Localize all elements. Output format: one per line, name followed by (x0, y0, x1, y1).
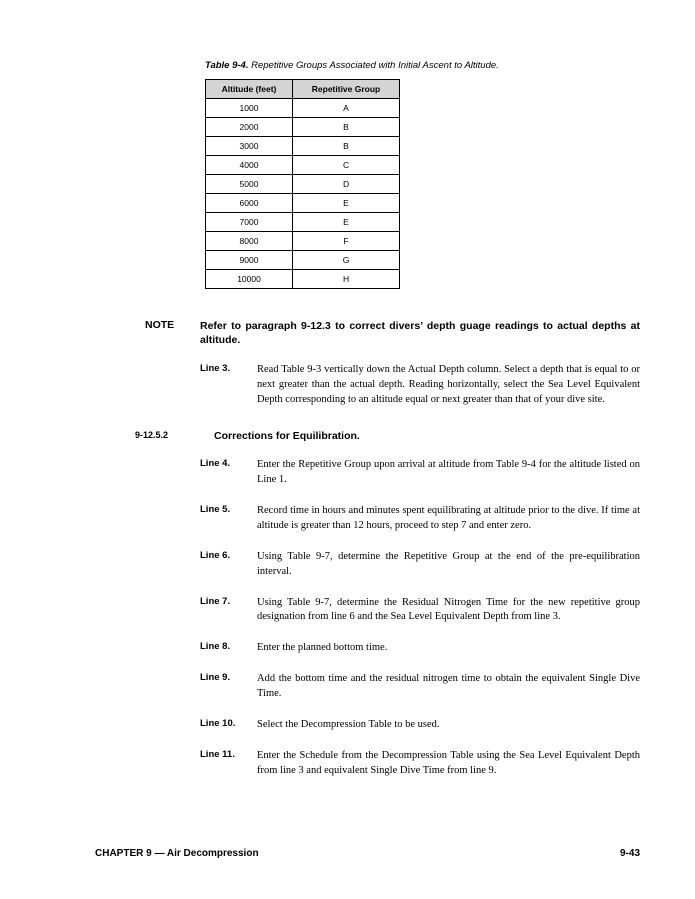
cell-group: B (293, 137, 400, 156)
note-label: NOTE (145, 319, 175, 331)
line-label: Line 11. (200, 748, 235, 760)
page-footer (95, 848, 640, 859)
table-row (206, 137, 400, 156)
line-text: Using Table 9-7, determine the Repetitive Group at the end of the pre-equilibration interval. (257, 550, 640, 577)
cell-altitude: 6000 (206, 194, 293, 213)
line-item-5 (95, 504, 640, 534)
cell-group: C (293, 156, 400, 175)
line-label: Line 10. (200, 718, 236, 730)
cell-altitude: 8000 (206, 232, 293, 251)
table-row (206, 156, 400, 175)
table-row (206, 213, 400, 232)
line-item-11 (95, 749, 640, 779)
line-item-8 (95, 641, 640, 656)
cell-altitude: 5000 (206, 175, 293, 194)
line-text: Enter the Repetitive Group upon arrival at altitude from Table 9-4 for the altitude listed on Line 1. (257, 459, 640, 485)
line-text: Using Table 9-7, determine the Residual Nitrogen Time for the new repetitive group designation from line 6 and the Sea Level Equivalent Depth from line 3. (257, 596, 640, 623)
line-text: Add the bottom time and the residual nitrogen time to obtain the equivalent Single Dive Time. (257, 673, 640, 700)
altitude-repetitive-group-table (205, 79, 400, 289)
line-item-7 (95, 596, 640, 626)
cell-altitude: 10000 (206, 270, 293, 289)
table-row (206, 251, 400, 270)
column-header-repetitive-group: Repetitive Group (293, 80, 400, 99)
cell-group: D (293, 175, 400, 194)
cell-altitude: 9000 (206, 251, 293, 270)
section-number: 9-12.5.2 (135, 430, 169, 441)
cell-group: A (293, 99, 400, 118)
table-row (206, 99, 400, 118)
table-caption-text: Repetitive Groups Associated with Initial Ascent to Altitude. (251, 60, 499, 71)
line-item-9 (95, 672, 640, 702)
table-row (206, 194, 400, 213)
table-row (206, 175, 400, 194)
page-content (95, 60, 640, 779)
footer-chapter: CHAPTER 9 — Air Decompression (95, 848, 259, 859)
line-label: Line 4. (200, 458, 231, 470)
line-label: Line 8. (200, 641, 231, 653)
cell-group: B (293, 118, 400, 137)
table-row (206, 118, 400, 137)
table-head (206, 80, 400, 99)
line-label: Line 5. (200, 503, 231, 515)
line-label: Line 3. (200, 363, 231, 375)
line-text: Enter the planned bottom time. (257, 642, 388, 654)
cell-group: E (293, 194, 400, 213)
table-body (206, 99, 400, 289)
line-label: Line 9. (200, 672, 231, 684)
line-label: Line 7. (200, 595, 231, 607)
cell-group: G (293, 251, 400, 270)
cell-group: E (293, 213, 400, 232)
line-item-6 (95, 550, 640, 580)
note-block (95, 319, 640, 347)
table-row (206, 232, 400, 251)
column-header-altitude: Altitude (feet) (206, 80, 293, 99)
line-label: Line 6. (200, 549, 231, 561)
line-item-4 (95, 458, 640, 488)
cell-altitude: 3000 (206, 137, 293, 156)
line-text: Read Table 9-3 vertically down the Actual Depth column. Select a depth that is equal to or next greater than the actual depth. Reading horizontally, select the Sea Level Equivalent Depth corresponding to an altitude equal or next greater than that of your dive site. (257, 364, 640, 406)
cell-altitude: 7000 (206, 213, 293, 232)
cell-group: F (293, 232, 400, 251)
note-text: Refer to paragraph 9-12.3 to correct divers’ depth guage readings to actual depths at altitude. (200, 320, 640, 347)
section-heading (95, 430, 640, 442)
line-item-3 (95, 363, 640, 408)
cell-group: H (293, 270, 400, 289)
footer-page-number: 9-43 (619, 848, 640, 859)
table-caption (205, 60, 640, 71)
line-text: Enter the Schedule from the Decompression Table using the Sea Level Equivalent Depth from line 3 and equivalent Single Dive Time from line 9. (257, 749, 640, 776)
cell-altitude: 2000 (206, 118, 293, 137)
line-text: Record time in hours and minutes spent equilibrating at altitude prior to the dive. If time at altitude is greater than 12 hours, proceed to step 7 and enter zero. (257, 504, 640, 531)
cell-altitude: 4000 (206, 156, 293, 175)
table-row (206, 270, 400, 289)
table-caption-label: Table 9-4. (205, 60, 249, 71)
line-text: Select the Decompression Table to be used. (257, 719, 440, 731)
table-header-row (206, 80, 400, 99)
cell-altitude: 1000 (206, 99, 293, 118)
line-item-10 (95, 718, 640, 733)
section-title: Corrections for Equilibration. (214, 430, 360, 443)
